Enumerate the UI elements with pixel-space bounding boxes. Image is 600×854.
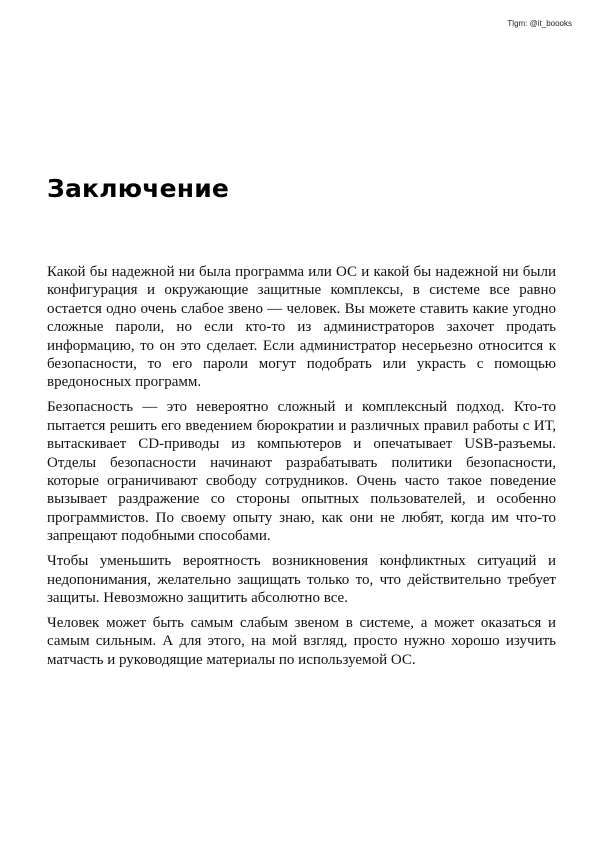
page-title: Заключение: [47, 174, 230, 203]
paragraph-4: Человек может быть самым слабым звеном в системе, а может оказаться и самым сильным. А для этого, на мой взгляд, просто нужно хорошо изучить матчасть и руководящие материалы по используемой ОС.: [47, 614, 556, 668]
body-text: [47, 263, 556, 676]
paragraph-2: Безопасность — это невероятно сложный и комплексный подход. Кто-то пытается решить его введением бюрократии и различных правил работы с ИТ, вытаскивает CD-приводы из компьютеров и опечатывает USB-разъемы. Отделы безопасности начинают разрабатывать политики безопасности, которые ограничивают свободу сотрудников. Очень часто такое поведение вызывает раздражение со стороны опытных пользователей, и особенно программистов. По своему опыту знаю, как они не любят, когда им что-то запрещают подобными способами.: [47, 399, 556, 545]
paragraph-3: Чтобы уменьшить вероятность возникновения конфликтных ситуаций и недопонимания, желательно защищать только то, что действительно требует защиты. Невозможно защитить абсолютно все.: [47, 553, 556, 606]
paragraph-1: Какой бы надежной ни была программа или ОС и какой бы надежной ни были конфигурация и окружающие защитные комплексы, в системе все равно остается одно очень слабое звено — человек. Вы можете ставить какие угодно сложные пароли, но если кто-то из администраторов захочет продать информацию, то он это сделает. Если администратор несерьезно относится к безопасности, то его пароли могут подобрать или украсть с помощью вредоносных программ.: [47, 264, 556, 391]
watermark: Tlgm: @it_boooks: [507, 19, 572, 28]
